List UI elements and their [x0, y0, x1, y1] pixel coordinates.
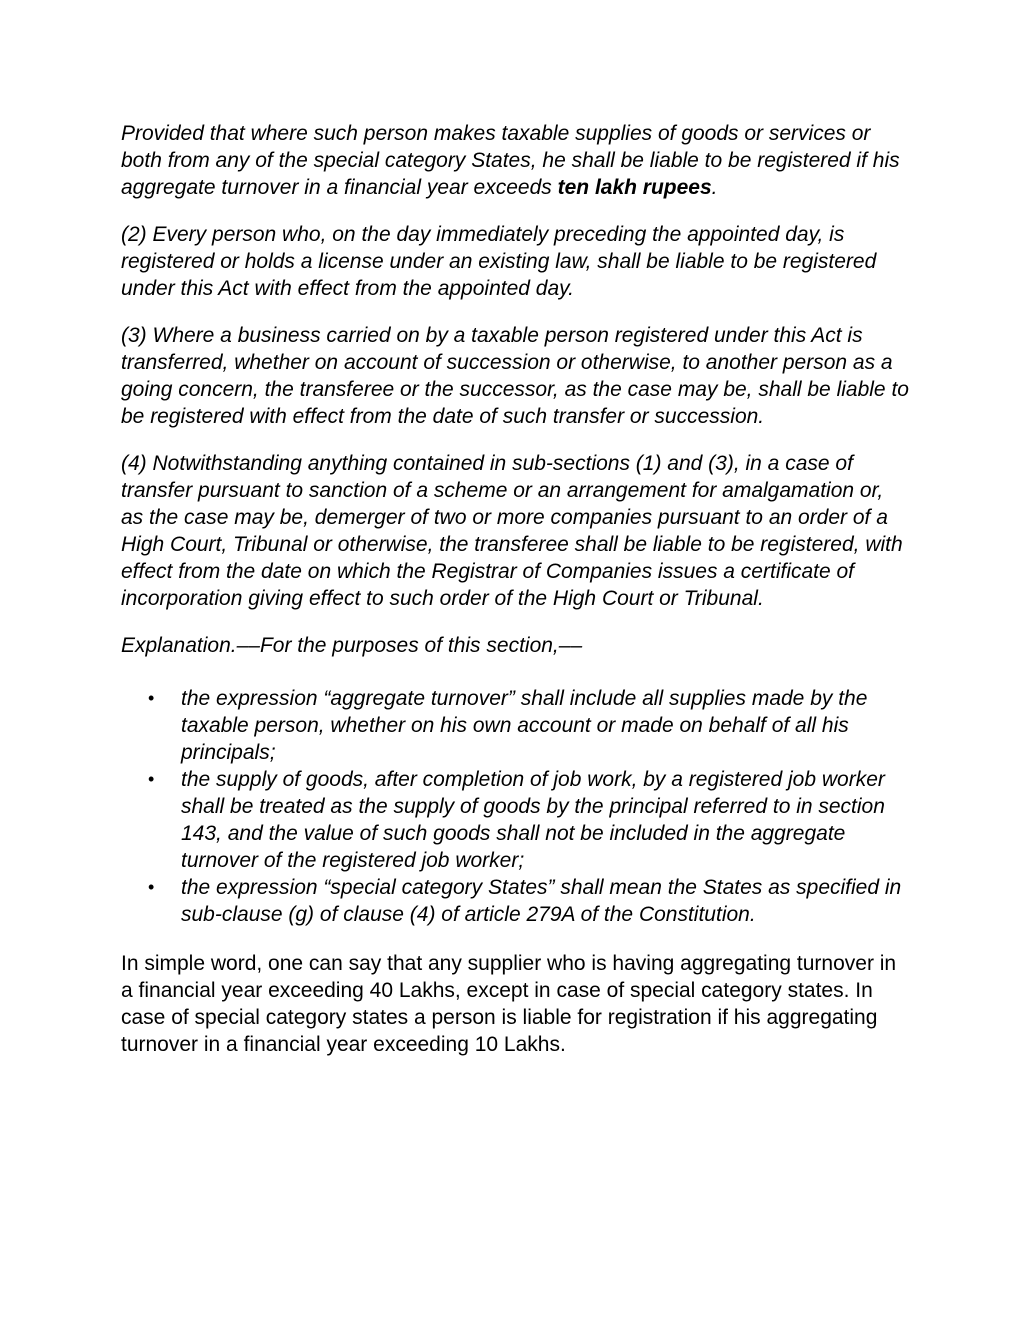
explanation-list	[121, 685, 911, 928]
paragraph-subsection-2: (2) Every person who, on the day immediately preceding the appointed day, is registered or holds a license under an existing law, shall be liable to be registered under this Act with effect from the appointed day.	[121, 223, 877, 300]
paragraph-subsection-4: (4) Notwithstanding anything contained in sub-sections (1) and (3), in a case of transfer pursuant to sanction of a scheme or an arrangement for amalgamation or, as the case may be, demerger of two or more companies pursuant to an order of a High Court, Tribunal or otherwise, the transferee shall be liable to be registered, with effect from the date on which the Registrar of Companies issues a certificate of incorporation giving effect to such order of the High Court or Tribunal.	[121, 452, 903, 610]
document-page	[121, 120, 911, 1078]
proviso-text: Provided that where such person makes taxable supplies of goods or services or both from any of the special category States, he shall be liable to be registered if his aggregate turnover in a financial year exceeds	[121, 122, 900, 199]
bullet-icon: •	[148, 688, 155, 708]
list-item	[121, 685, 911, 766]
proviso-end: .	[711, 176, 718, 199]
bullet-icon: •	[148, 769, 155, 789]
list-item-text: the supply of goods, after completion of job work, by a registered job worker shall be treated as the supply of goods by the principal referred to in section 143, and the value of such goods shall not be included in the aggregate turnover of the registered job worker;	[181, 768, 885, 872]
bullet-icon: •	[148, 877, 155, 897]
paragraph-proviso	[121, 120, 911, 201]
list-item	[121, 766, 911, 874]
list-item-text: the expression “special category States” shall mean the States as specified in sub-clause (g) of clause (4) of article 279A of the Constitution.	[181, 876, 902, 926]
paragraph-summary: In simple word, one can say that any supplier who is having aggregating turnover in a financial year exceeding 40 Lakhs, except in case of special category states. In case of special category states a person is liable for registration if his aggregating turnover in a financial year exceeding 10 Lakhs.	[121, 952, 897, 1056]
paragraph-explanation: Explanation.––For the purposes of this section,––	[121, 634, 583, 657]
list-item	[121, 874, 911, 928]
list-item-text: the expression “aggregate turnover” shall include all supplies made by the taxable person, whether on his own account or made on behalf of all his principals;	[181, 687, 868, 764]
proviso-bold-amount: ten lakh rupees	[557, 176, 712, 199]
paragraph-subsection-3: (3) Where a business carried on by a taxable person registered under this Act is transferred, whether on account of succession or otherwise, to another person as a going concern, the transferee or the successor, as the case may be, shall be liable to be registered with effect from the date of such transfer or succession.	[121, 324, 909, 428]
